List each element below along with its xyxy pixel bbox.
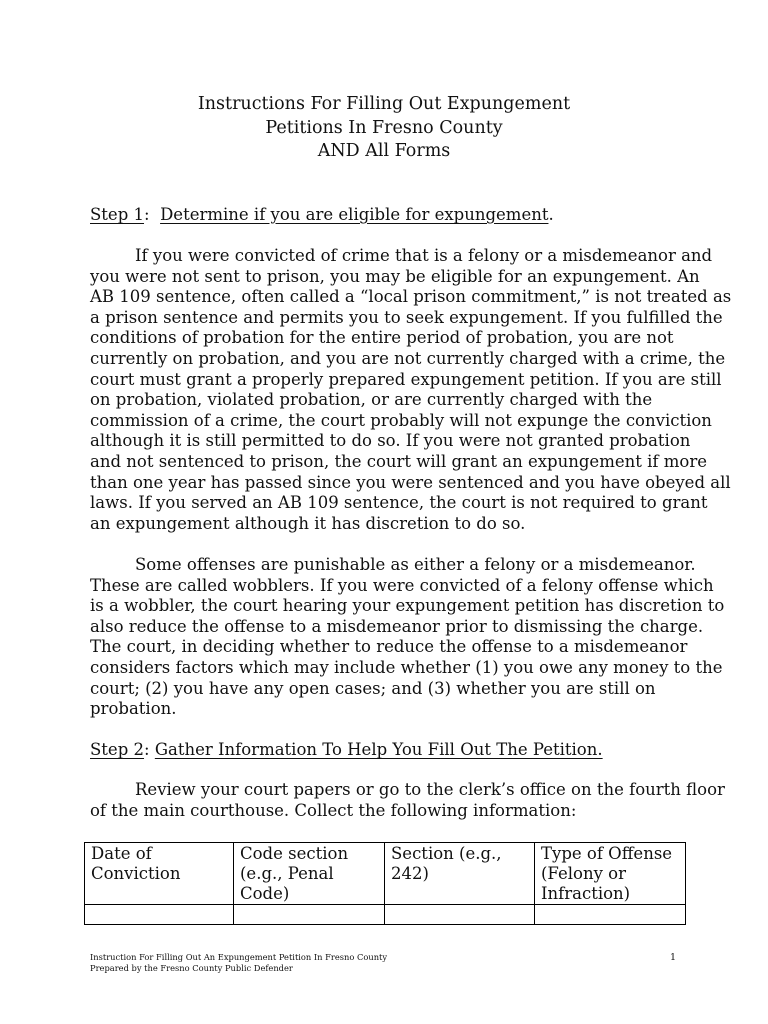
header-code-section (234, 843, 385, 905)
step-2-label: Step 2 (90, 740, 145, 759)
paragraph-line: The court, in deciding whether to reduce the offense to a misdemeanor (90, 637, 688, 657)
page-number: 1 (670, 952, 677, 963)
paragraph-line: probation. (90, 699, 177, 719)
step-2-heading-text: Gather Information To Help You Fill Out The Petition. (154, 740, 603, 759)
paragraph-line: currently on probation, and you are not currently charged with a crime, the (90, 348, 726, 368)
paragraph-line: is a wobbler, the court hearing your expungement petition has discretion to (90, 596, 725, 616)
paragraph-line: of the main courthouse. Collect the following information: (90, 800, 577, 820)
paragraph-line: you were not sent to prison, you may be eligible for an expungement. An (90, 266, 700, 286)
header-date-of-conviction (85, 843, 234, 905)
eligibility-paragraph (90, 246, 732, 534)
header-line: Code section (240, 844, 349, 863)
title-line-1: Instructions For Filling Out Expungement (197, 94, 571, 114)
paragraph-line: conditions of probation for the entire period of probation, you are not (90, 328, 674, 348)
title-line-2: Petitions In Fresno County (265, 117, 503, 138)
gather-info-paragraph (90, 780, 725, 821)
header-line: Section (e.g., (391, 844, 502, 863)
table-cell (234, 905, 385, 925)
paragraph-line: Some offenses are punishable as either a felony or a misdemeanor. (135, 555, 696, 574)
footer-line-1: Instruction For Filling Out An Expungement Petition In Fresno County (90, 952, 388, 962)
conviction-info-table (84, 842, 686, 925)
header-line: (e.g., Penal Code) (240, 864, 334, 903)
step-1-period: . (548, 205, 554, 224)
paragraph-line: commission of a crime, the court probably will not expunge the conviction (90, 410, 712, 430)
table-cell (385, 905, 535, 925)
step-1-heading (90, 204, 554, 225)
table-cell (535, 905, 686, 925)
paragraph-line: AB 109 sentence, often called a “local prison commitment,” is not treated as (90, 287, 732, 307)
header-line: Type of Offense (541, 844, 673, 863)
paragraph-line: court; (2) you have any open cases; and (3) whether you are still on (90, 678, 656, 698)
step-1-separator: : (144, 205, 161, 224)
paragraph-line: although it is still permitted to do so. If you were not granted probation (90, 431, 691, 451)
page-footer (90, 952, 387, 974)
paragraph-line: than one year has passed since you were sentenced and you have obeyed all (90, 472, 731, 492)
header-section (385, 843, 535, 905)
table-header-row (85, 843, 686, 905)
table-row (85, 905, 686, 925)
paragraph-line: also reduce the offense to a misdemeanor prior to dismissing the charge. (90, 616, 704, 636)
paragraph-line: considers factors which may include whether (1) you owe any money to the (90, 657, 723, 677)
paragraph-line: an expungement although it has discretion to do so. (90, 513, 526, 533)
paragraph-line: court must grant a properly prepared expungement petition. If you are still (90, 369, 722, 389)
header-line: (Felony or (541, 864, 626, 883)
paragraph-line: These are called wobblers. If you were convicted of a felony offense which (90, 575, 714, 595)
step-1-heading-text: Determine if you are eligible for expungement (160, 205, 549, 224)
table-cell (85, 905, 234, 925)
wobblers-paragraph (90, 555, 725, 720)
paragraph-line: Review your court papers or go to the clerk’s office on the fourth floor (135, 780, 725, 799)
title-line-3: AND All Forms (317, 141, 451, 161)
paragraph-line: and not sentenced to prison, the court will grant an expungement if more (90, 451, 707, 471)
step-2-separator: : (144, 740, 155, 759)
header-line: Infraction) (541, 884, 631, 903)
step-1-label: Step 1 (90, 205, 145, 224)
header-line: 242) (391, 864, 429, 883)
header-type-of-offense (535, 843, 686, 905)
paragraph-line: laws. If you served an AB 109 sentence, the court is not required to grant (90, 493, 708, 513)
paragraph-line: If you were convicted of crime that is a felony or a misdemeanor and (135, 246, 713, 265)
paragraph-line: a prison sentence and permits you to seek expungement. If you fulfilled the (90, 307, 723, 327)
header-line: Conviction (91, 864, 181, 883)
document-title (0, 93, 768, 164)
paragraph-line: on probation, violated probation, or are currently charged with the (90, 390, 653, 410)
step-2-heading (90, 739, 603, 760)
header-line: Date of (91, 844, 152, 863)
footer-line-2: Prepared by the Fresno County Public Defender (90, 963, 293, 973)
